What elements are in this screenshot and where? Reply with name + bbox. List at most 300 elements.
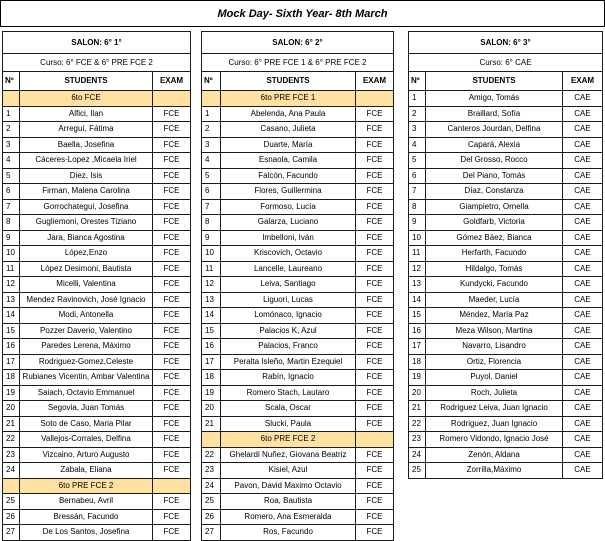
student-row [409,370,603,386]
student-number: 9 [202,230,221,246]
student-exam: FCE [356,370,394,386]
student-row [3,230,191,246]
student-number: 4 [409,137,426,153]
student-exam: FCE [356,122,394,138]
student-row [409,463,603,479]
header-number: Nº [202,72,221,91]
student-number: 14 [409,292,426,308]
student-number: 7 [202,199,221,215]
student-exam: CAE [563,432,603,448]
student-name: Meza Wilson, Martina [426,323,563,339]
student-row [409,354,603,370]
sheet-title: Mock Day- Sixth Year- 8th March [0,0,605,27]
student-number: 8 [409,199,426,215]
student-name: Modi, Antonella [20,308,153,324]
student-number: 8 [202,215,221,231]
curso-row [3,54,191,72]
group-label: 6to PRE FCE 1 [221,91,356,107]
student-exam: FCE [356,246,394,262]
student-name: Rodriguez Leiva, Juan Ignacio [426,401,563,417]
student-row [409,292,603,308]
student-exam: CAE [563,106,603,122]
student-name: Casano, Julieta [221,122,356,138]
student-row [202,447,394,463]
student-number: 19 [202,385,221,401]
student-name: Maeder, Lucía [426,292,563,308]
student-exam: CAE [563,184,603,200]
student-name: Peralta Isleño, Martin Ezequiel [221,354,356,370]
student-number: 4 [202,153,221,169]
student-row [3,246,191,262]
student-number: 10 [3,246,20,262]
student-name: López,Enzo [20,246,153,262]
student-number: 6 [409,168,426,184]
student-number: 13 [202,292,221,308]
student-exam: FCE [153,261,191,277]
student-row [202,509,394,525]
group-cell-blank [153,91,191,107]
student-row [202,261,394,277]
student-number: 11 [409,246,426,262]
student-row [409,215,603,231]
student-row [409,447,603,463]
student-number: 18 [3,370,20,386]
student-exam: CAE [563,122,603,138]
student-name: Romero Vidondo, Ignacio José [426,432,563,448]
student-number: 18 [409,354,426,370]
student-row [409,230,603,246]
student-exam: CAE [563,199,603,215]
student-name: Roa, Bautista [221,494,356,510]
student-number: 12 [409,261,426,277]
student-name: Pavon, David Maximo Octavio [221,478,356,494]
student-number: 16 [3,339,20,355]
student-name: Paredes Lerena, Máximo [20,339,153,355]
student-name: Imbelloni, Iván [221,230,356,246]
student-number: 24 [202,478,221,494]
student-exam: FCE [356,478,394,494]
student-number: 1 [202,106,221,122]
student-name: Gugliemoni, Orestes Tiziano [20,215,153,231]
student-name: Ortiz, Florencia [426,354,563,370]
student-number: 9 [409,215,426,231]
salon-name-row [202,32,394,54]
student-exam: FCE [356,339,394,355]
student-exam: FCE [153,230,191,246]
student-number: 11 [3,261,20,277]
student-number: 17 [202,354,221,370]
student-number: 26 [202,509,221,525]
student-exam: CAE [563,447,603,463]
student-number: 12 [202,277,221,293]
student-number: 25 [3,494,20,510]
student-exam: FCE [153,292,191,308]
curso-label: Curso: 6° PRE FCE 1 & 6° PRE FCE 2 [202,54,394,72]
student-number: 24 [3,463,20,479]
student-name: Diez, Isis [20,168,153,184]
student-exam: CAE [563,370,603,386]
student-row [3,215,191,231]
student-number: 23 [202,463,221,479]
student-number: 8 [3,215,20,231]
student-exam: FCE [153,106,191,122]
student-row [202,137,394,153]
student-name: Roch, Julieta [426,385,563,401]
group-label: 6to PRE FCE 2 [221,432,356,448]
student-name: Jara, Bianca Agostina [20,230,153,246]
student-row [409,432,603,448]
group-label: 6to PRE FCE 2 [20,478,153,494]
student-row [409,168,603,184]
student-number: 23 [409,432,426,448]
student-row [409,184,603,200]
student-exam: CAE [563,323,603,339]
student-exam: FCE [153,432,191,448]
student-name: Pozzer Daverio, Valentino [20,323,153,339]
salon-name-row [3,32,191,54]
salon-table-3 [408,31,603,479]
student-number: 6 [3,184,20,200]
student-number: 27 [3,525,20,541]
student-exam: FCE [356,525,394,541]
student-exam: FCE [356,323,394,339]
student-row [409,277,603,293]
header-number: Nº [3,72,20,91]
student-name: Romero, Ana Esmeralda [221,509,356,525]
student-number: 7 [3,199,20,215]
student-name: Duarte, María [221,137,356,153]
header-number: Nº [409,72,426,91]
student-row [3,463,191,479]
student-row [3,401,191,417]
student-number: 17 [3,354,20,370]
student-exam: FCE [153,199,191,215]
student-row [3,339,191,355]
group-header-row [202,432,394,448]
student-row [3,447,191,463]
student-number: 13 [409,277,426,293]
student-row [409,199,603,215]
student-row [3,525,191,541]
student-exam: FCE [153,354,191,370]
student-name: Kundycki, Facundo [426,277,563,293]
student-number: 19 [409,370,426,386]
student-row [202,168,394,184]
student-exam: FCE [356,215,394,231]
student-row [202,106,394,122]
student-row [3,509,191,525]
student-number: 4 [3,153,20,169]
student-exam: CAE [563,230,603,246]
student-name: Braillard, Sofía [426,106,563,122]
student-exam: FCE [356,401,394,417]
student-number: 14 [3,308,20,324]
student-name: Rubianes Vicentin, Ambar Valentina [20,370,153,386]
student-exam: CAE [563,416,603,432]
student-name: Goldfarb, Victoria [426,215,563,231]
student-exam: CAE [563,91,603,107]
student-exam: FCE [153,385,191,401]
student-row [3,153,191,169]
student-row [3,385,191,401]
student-name: Slucki, Paula [221,416,356,432]
student-number: 1 [3,106,20,122]
student-row [3,261,191,277]
student-number: 22 [409,416,426,432]
student-name: Navarro, Lisandro [426,339,563,355]
student-name: Capará, Alexia [426,137,563,153]
student-row [409,122,603,138]
student-name: Soto de Caso, Maria Pilar [20,416,153,432]
student-number: 20 [202,401,221,417]
student-name: Flores, Guillermina [221,184,356,200]
student-exam: CAE [563,354,603,370]
student-number: 6 [202,184,221,200]
student-name: Ghelardi Nuñez, Giovana Beatriz [221,447,356,463]
student-number: 10 [409,230,426,246]
student-row [202,463,394,479]
student-row [202,416,394,432]
student-exam: FCE [153,447,191,463]
salon-name: SALON: 6° 2° [202,32,394,54]
student-row [409,106,603,122]
student-name: Canteros Jourdan, Delfina [426,122,563,138]
student-row [202,323,394,339]
student-name: Leiva, Santiago [221,277,356,293]
student-exam: FCE [356,447,394,463]
salon-name: SALON: 6° 1° [3,32,191,54]
student-number: 12 [3,277,20,293]
student-exam: CAE [563,168,603,184]
student-exam: FCE [153,168,191,184]
group-cell-blank [202,432,221,448]
student-number: 15 [3,323,20,339]
header-students: STUDENTS [20,72,153,91]
student-number: 17 [409,339,426,355]
student-row [202,122,394,138]
student-exam: FCE [153,416,191,432]
student-name: Romero Stach, Lautaro [221,385,356,401]
student-name: Kisiel, Azul [221,463,356,479]
student-row [409,308,603,324]
student-row [409,339,603,355]
student-name: Zenón, Aldana [426,447,563,463]
student-row [202,385,394,401]
student-name: De Los Santos, Josefina [20,525,153,541]
student-number: 20 [3,401,20,417]
student-row [3,370,191,386]
student-name: Cáceres-Lopez ,Micaela Iriel [20,153,153,169]
student-exam: FCE [153,509,191,525]
student-row [409,137,603,153]
student-name: Kriscovich, Octavio [221,246,356,262]
student-name: Gómez Báez, Bianca [426,230,563,246]
student-row [202,525,394,541]
student-row [3,199,191,215]
student-exam: FCE [153,494,191,510]
student-name: Arreguí, Fátima [20,122,153,138]
student-exam: CAE [563,463,603,479]
group-cell-blank [356,91,394,107]
student-row [202,199,394,215]
student-number: 5 [202,168,221,184]
student-row [409,261,603,277]
student-name: Lancelle, Laureano [221,261,356,277]
student-exam: FCE [356,385,394,401]
student-name: Del Piano, Tomás [426,168,563,184]
salon-name: SALON: 6° 3° [409,32,603,54]
salon-table-2 [201,31,394,541]
student-number: 25 [202,494,221,510]
student-row [3,432,191,448]
student-name: Baella, Josefina [20,137,153,153]
student-number: 23 [3,447,20,463]
student-name: Abelenda, Ana Paula [221,106,356,122]
student-number: 18 [202,370,221,386]
student-row [3,106,191,122]
student-number: 15 [202,323,221,339]
student-exam: FCE [356,509,394,525]
student-exam: FCE [356,354,394,370]
student-row [3,122,191,138]
student-name: Liguori, Lucas [221,292,356,308]
student-exam: CAE [563,385,603,401]
curso-label: Curso: 6° FCE & 6° PRE FCE 2 [3,54,191,72]
student-exam: FCE [153,339,191,355]
student-row [3,354,191,370]
student-name: Formoso, Lucía [221,199,356,215]
column-header-row [409,72,603,91]
student-name: Vizcaino, Arturo Augusto [20,447,153,463]
column-header-row [202,72,394,91]
student-name: Rodriguez-Gomez,Celeste [20,354,153,370]
student-exam: FCE [356,153,394,169]
student-number: 21 [202,416,221,432]
student-number: 11 [202,261,221,277]
student-name: Del Grosso, Rocco [426,153,563,169]
header-exam: EXAM [153,72,191,91]
student-name: Zabala, Eliana [20,463,153,479]
student-exam: FCE [356,168,394,184]
student-name: Díaz, Constanza [426,184,563,200]
student-row [202,478,394,494]
student-row [202,370,394,386]
salon-table-1 [2,31,191,541]
student-name: Mendez Ravinovich, José Ignacio [20,292,153,308]
student-exam: CAE [563,339,603,355]
student-number: 24 [409,447,426,463]
student-exam: FCE [356,277,394,293]
student-name: López Desimoni, Bautista [20,261,153,277]
student-row [202,354,394,370]
student-exam: FCE [356,230,394,246]
student-name: Palacios K, Azul [221,323,356,339]
student-exam: CAE [563,153,603,169]
student-row [202,184,394,200]
student-row [3,308,191,324]
student-row [409,323,603,339]
student-number: 5 [409,153,426,169]
student-exam: FCE [153,246,191,262]
student-number: 2 [202,122,221,138]
student-exam: FCE [356,261,394,277]
student-row [3,494,191,510]
student-row [202,494,394,510]
student-row [3,416,191,432]
student-number: 21 [409,401,426,417]
group-cell-blank [3,91,20,107]
student-number: 5 [3,168,20,184]
student-number: 27 [202,525,221,541]
student-name: Ros, Facundo [221,525,356,541]
student-name: Puyol, Daniel [426,370,563,386]
student-row [3,168,191,184]
curso-row [202,54,394,72]
student-name: Micelli, Valentina [20,277,153,293]
student-row [3,184,191,200]
student-name: Bressán, Facundo [20,509,153,525]
student-name: Esnaola, Camila [221,153,356,169]
student-name: Bernabeu, Avril [20,494,153,510]
student-exam: FCE [356,184,394,200]
student-row [409,401,603,417]
student-exam: CAE [563,292,603,308]
student-number: 2 [409,106,426,122]
student-name: Zorrilla,Máximo [426,463,563,479]
student-number: 19 [3,385,20,401]
student-name: Rodriguez, Juan Ignacio [426,416,563,432]
student-exam: FCE [356,463,394,479]
student-row [202,308,394,324]
student-exam: FCE [153,277,191,293]
header-exam: EXAM [563,72,603,91]
student-row [202,292,394,308]
student-row [202,215,394,231]
student-exam: FCE [356,199,394,215]
student-row [202,153,394,169]
header-exam: EXAM [356,72,394,91]
student-exam: CAE [563,215,603,231]
student-exam: FCE [356,106,394,122]
student-row [409,385,603,401]
group-cell-blank [153,478,191,494]
student-number: 3 [202,137,221,153]
student-name: Giampietro, Ornella [426,199,563,215]
student-row [202,230,394,246]
student-number: 1 [409,91,426,107]
student-row [3,137,191,153]
student-name: Amigo, Tomás [426,91,563,107]
column-header-row [3,72,191,91]
student-exam: FCE [153,525,191,541]
student-exam: FCE [153,308,191,324]
student-number: 21 [3,416,20,432]
student-number: 22 [3,432,20,448]
student-exam: CAE [563,246,603,262]
group-header-row [3,91,191,107]
student-exam: FCE [153,323,191,339]
group-header-row [3,478,191,494]
student-number: 15 [409,308,426,324]
student-name: Saiach, Octavio Emmanuel [20,385,153,401]
student-row [202,246,394,262]
student-exam: FCE [356,137,394,153]
student-exam: FCE [153,153,191,169]
student-name: Gorrochategui, Josefina [20,199,153,215]
group-cell-blank [202,91,221,107]
student-number: 10 [202,246,221,262]
student-exam: FCE [356,292,394,308]
